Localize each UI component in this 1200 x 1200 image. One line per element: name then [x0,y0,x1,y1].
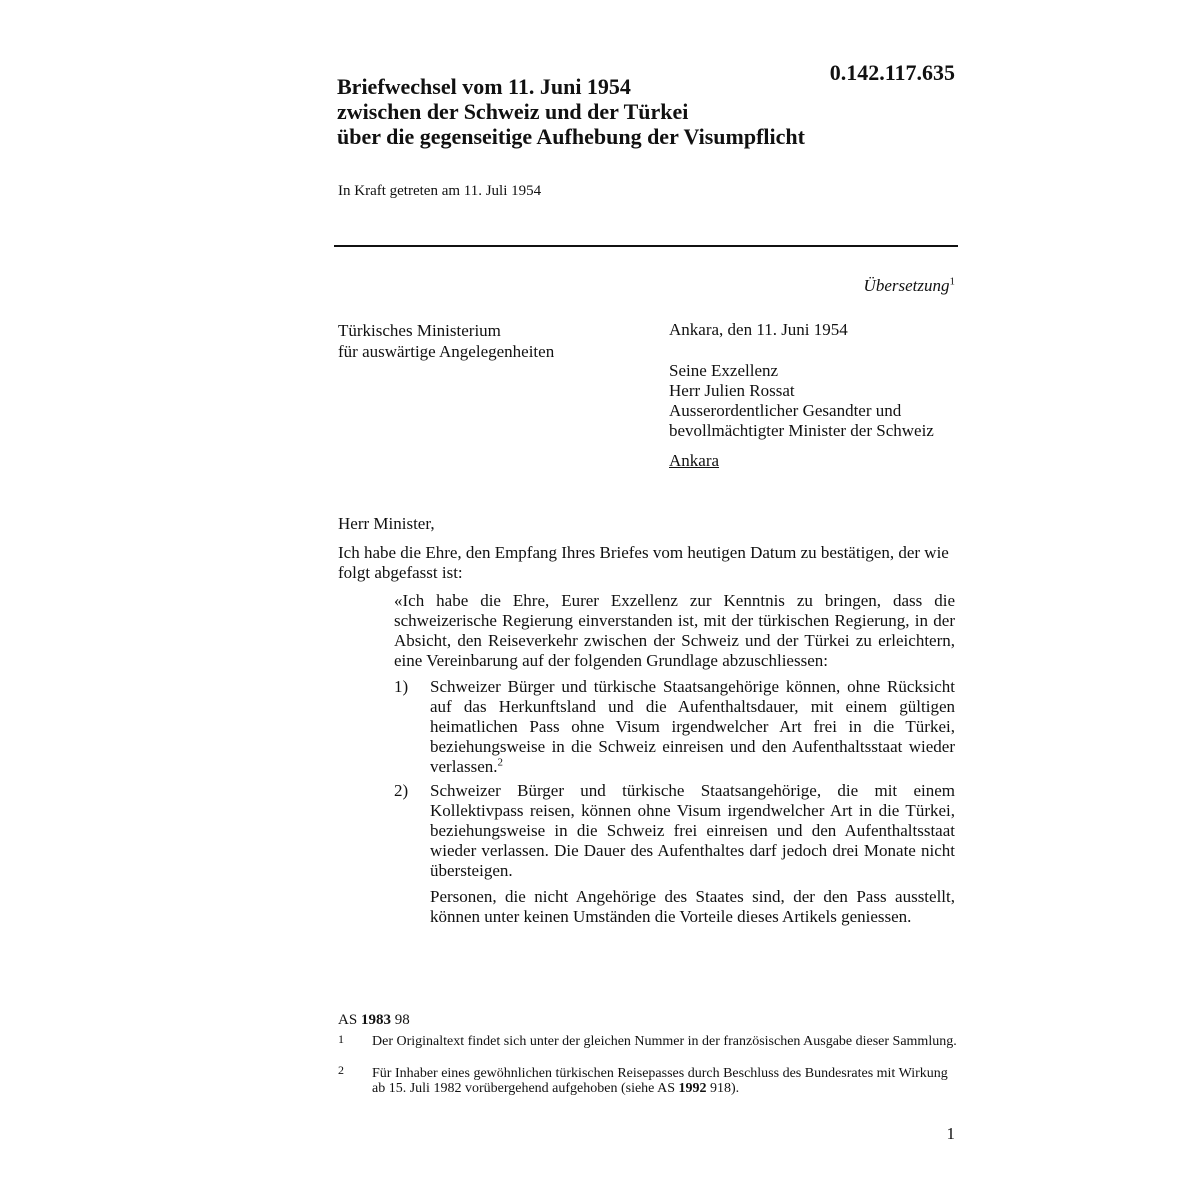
place-date: Ankara, den 11. Juni 1954 [669,320,848,339]
sender-line: Türkisches Ministerium [338,321,501,340]
footnote-ref-1[interactable]: 1 [949,275,955,288]
footnote-2-page: 918). [710,1081,740,1096]
footnote-2-year: 1992 [678,1081,707,1096]
footnote-text [372,1066,957,1096]
quote-intro-paragraph: «Ich habe die Ehre, Eurer Exzellenz zur Kenntnis zu bringen, dass die schweizerische Regierung einverstanden ist, mit der türkischen Regierung, in der Absicht, den Reiseverkehr zwischen der Schweiz und der Türkei zu erleichtern, eine Vereinbarung auf der folgenden Grundlage abzuschliessen: [394,591,955,670]
recipient-line: Ausserordentlicher Gesandter und [669,401,902,420]
title-line: Briefwechsel vom 11. Juni 1954 [337,74,631,99]
item-1-text: Schweizer Bürger und türkische Staatsangehörige können, ohne Rücksicht auf das Herkunftsland und die Aufenthaltsdauer, mit einem gültigen heimatlichen Pass ohne Visum irgendwelcher Art frei in die Türkei, beziehungsweise in die Schweiz einreisen und den Aufenthaltsstaat wieder verlassen. [430,677,955,776]
sender-line: für auswärtige Angelegenheiten [338,342,555,361]
footnote-2-text: Für Inhaber eines gewöhnlichen türkischen Reisepasses durch Beschluss des Bundesrates mit Wirkung ab 15. Juli 1982 vorübergehend aufgehoben (siehe AS [372,1066,948,1096]
in-force-date: In Kraft getreten am 11. Juli 1954 [338,183,542,199]
as-reference [338,1012,410,1029]
item-2-text: Schweizer Bürger und türkische Staatsangehörige, die mit einem Kollektivpass reisen, können ohne Visum irgendwelcher Art in die Türkei, beziehungsweise in die Schweiz frei einreisen und den Aufenthaltsstaat wieder verlassen. Die Dauer des Aufenthaltes darf jedoch drei Monate nicht übersteigen. [430,781,955,880]
recipient-line: bevollmächtigter Minister der Schweiz [669,421,934,440]
as-page: 98 [394,1012,410,1028]
document-title [337,74,897,149]
salutation: Herr Minister, [338,514,435,533]
title-line: zwischen der Schweiz und der Türkei [337,99,689,124]
footnote-number: 1 [338,1032,344,1046]
recipient-city: Ankara [669,451,720,470]
translation-text: Übersetzung [863,276,950,295]
item-number: 1) [394,677,409,696]
recipient-line: Herr Julien Rossat [669,381,795,400]
header-divider [334,245,958,247]
intro-paragraph: Ich habe die Ehre, den Empfang Ihres Briefes vom heutigen Datum zu bestätigen, der wie folgt abgefasst ist: [338,543,949,582]
footnote-ref-2[interactable]: 2 [497,756,504,769]
sender-block [338,320,554,362]
sr-number: 0.142.117.635 [829,60,955,85]
page-number: 1 [946,1124,955,1143]
footnote-text: Der Originaltext findet sich unter der gleichen Nummer in der französischen Ausgabe dieser Sammlung. [372,1034,957,1049]
item-number: 2) [394,781,409,800]
as-prefix: AS [338,1012,358,1028]
recipient-block [669,361,934,441]
footnote-number: 2 [338,1063,344,1077]
title-line: über die gegenseitige Aufhebung der Visumpflicht [337,124,805,149]
translation-label [700,276,955,296]
as-year: 1983 [360,1012,391,1028]
recipient-line: Seine Exzellenz [669,361,779,380]
item-text [430,677,955,777]
item-2-extra-paragraph: Personen, die nicht Angehörige des Staates sind, der den Pass ausstellt, können unter keinen Umständen die Vorteile dieses Artikels geniessen. [430,887,955,926]
